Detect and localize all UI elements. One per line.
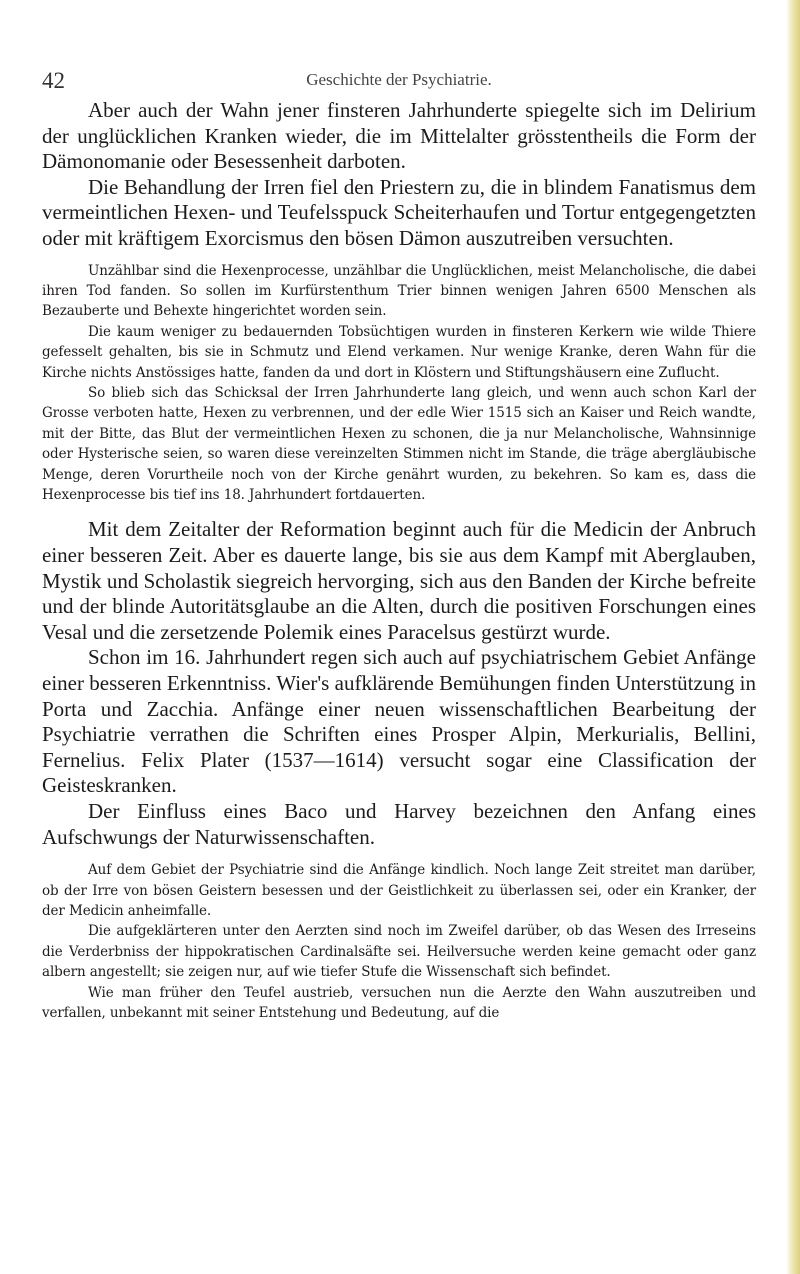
text-block-2	[42, 261, 756, 506]
text-block-3	[42, 517, 756, 850]
paragraph: Schon im 16. Jahrhundert regen sich auch auf psychiatrischem Gebiet Anfänge einer besseren Erkenntniss. Wier's aufklärende Bemühungen finden Unterstützung in Porta und Zacchia. Anfänge einer neuen wissenschaftlichen Bearbeitung der Psychiatrie verrathen die Schriften eines Prosper Alpin, Merkurialis, Bellini, Fernelius. Felix Plater (1537—1614) versucht sogar eine Classification der Geisteskranken.	[42, 645, 756, 798]
text-block-1	[42, 98, 756, 252]
paragraph: Mit dem Zeitalter der Reformation beginnt auch für die Medicin der Anbruch einer besseren Zeit. Aber es dauerte lange, bis sie aus dem Kampf mit Aberglauben, Mystik und Scholastik siegreich hervorging, sich aus den Banden der Kirche befreite und der blinde Autoritätsglaube an die Alten, durch die positiven Forschungen eines Vesal und die zersetzende Polemik eines Paracelsus gestürzt wurde.	[42, 517, 756, 644]
page-number: 42	[42, 68, 65, 93]
page-edge-shadow	[786, 0, 800, 1274]
paragraph: Die aufgeklärteren unter den Aerzten sind noch im Zweifel darüber, ob das Wesen des Irreseins die Verderbniss der hippokratischen Cardinalsäfte sei. Heilversuche werden keine gemacht oder ganz albern angestellt; sie zeigen nur, auf wie tiefer Stufe die Wissenschaft sich befindet.	[42, 923, 756, 981]
paragraph: Die kaum weniger zu bedauernden Tobsüchtigen wurden in finsteren Kerkern wie wilde Thiere gefesselt gehalten, bis sie in Schmutz und Elend verkamen. Nur wenige Kranke, deren Wahn für die Kirche nichts Anstössiges hatte, fanden da und dort in Klöstern und Stiftungshäusern eine Zuflucht.	[42, 323, 756, 381]
paragraph: Wie man früher den Teufel austrieb, versuchen nun die Aerzte den Wahn auszutreiben und verfallen, unbekannt mit seiner Entstehung und Bedeutung, auf die	[42, 984, 756, 1021]
paragraph: Aber auch der Wahn jener finsteren Jahrhunderte spiegelte sich im Delirium der unglücklichen Kranken wieder, die im Mittelalter grösstentheils die Form der Dämonomanie oder Besessenheit darboten.	[42, 98, 756, 174]
book-page	[42, 60, 756, 1023]
paragraph: Der Einfluss eines Baco und Harvey bezeichnen den Anfang eines Aufschwungs der Naturwissenschaften.	[42, 798, 756, 849]
paragraph: So blieb sich das Schicksal der Irren Jahrhunderte lang gleich, und wenn auch schon Karl der Grosse verboten hatte, Hexen zu verbrennen, und der edle Wier 1515 sich an Kaiser und Reich wandte, mit der Bitte, das Blut der vermeintlichen Hexen zu schonen, die ja nur Melancholische, Wahnsinnige oder Hysterische seien, so waren diese vereinzelten Stimmen nicht im Stande, die träge abergläubische Menge, deren Vorurtheile noch von der Kirche genährt wurden, zu bekehren. So kam es, dass die Hexenprocesse bis tief ins 18. Jahrhundert fortdauerten.	[42, 385, 756, 504]
running-title: Geschichte der Psychiatrie.	[306, 70, 492, 89]
paragraph: Die Behandlung der Irren fiel den Priestern zu, die in blindem Fanatismus dem vermeintlichen Hexen- und Teufelsspuck Scheiterhaufen und Tortur entgegengetzten oder mit kräftigem Exorcismus den bösen Dämon auszutreiben versuchten.	[42, 174, 756, 250]
text-block-4	[42, 860, 756, 1023]
paragraph: Auf dem Gebiet der Psychiatrie sind die Anfänge kindlich. Noch lange Zeit streitet man darüber, ob der Irre von bösen Geistern besessen und der Geistlichkeit zu überlassen sei, oder ein Kranker, der der Medicin anheimfalle.	[42, 862, 756, 919]
page-header	[42, 60, 756, 94]
paragraph: Unzählbar sind die Hexenprocesse, unzählbar die Unglücklichen, meist Melancholische, die dabei ihren Tod fanden. So sollen im Kurfürstenthum Trier binnen wenigen Jahren 6500 Menschen als Bezauberte und Behexte hingerichtet worden sein.	[42, 262, 756, 320]
